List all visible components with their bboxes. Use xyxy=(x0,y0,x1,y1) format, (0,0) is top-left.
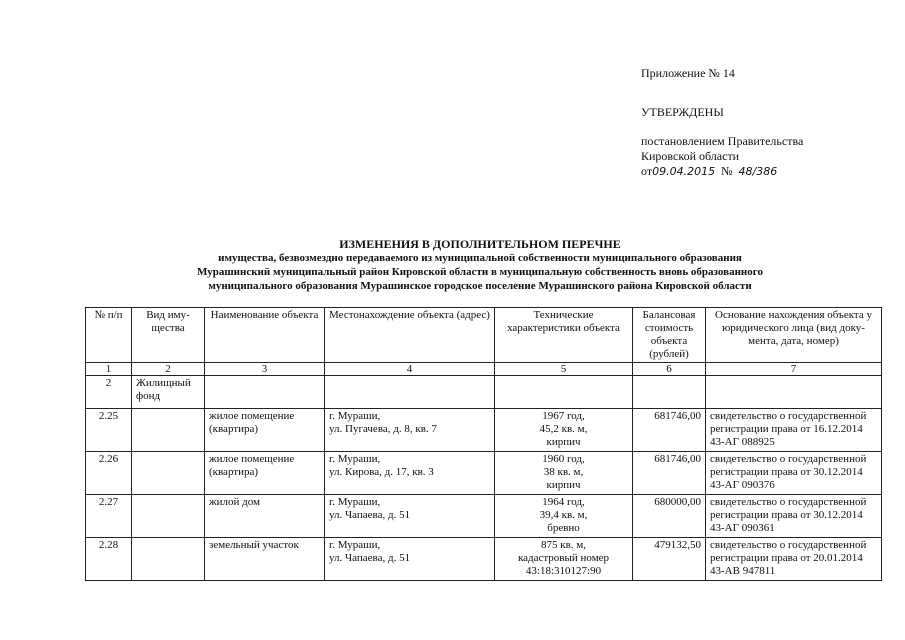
table-header-row xyxy=(86,308,882,363)
address-line-2: ул. Пугачева, д. 8, кв. 7 xyxy=(329,423,437,435)
object-tech-specs xyxy=(495,538,633,581)
address-line-2: ул. Чапаева, д. 51 xyxy=(329,552,411,564)
ownership-basis: свидетельство о государственной регистрации права от 30.12.2014 43-АГ 090376 xyxy=(706,452,882,495)
balance-value: 479132,50 xyxy=(633,538,706,581)
decree-line-1: постановлением Правительства xyxy=(641,134,804,148)
title-line-3: муниципального образования Мурашинское городское поселение Мурашинского района Кировской области xyxy=(208,280,752,292)
object-tech-specs xyxy=(495,409,633,452)
empty-cell xyxy=(132,452,205,495)
title-line-1: имущества, безвозмездно передаваемого из муниципальной собственности муниципального образования xyxy=(218,252,742,264)
object-address xyxy=(325,409,495,452)
row-number: 2.25 xyxy=(86,409,132,452)
approved-label: УТВЕРЖДЕНЫ xyxy=(641,105,724,119)
header-basis: Основание нахождения объекта у юридического лица (вид доку-мента, дата, номер) xyxy=(706,308,882,363)
column-number: 5 xyxy=(495,363,633,376)
empty-cell xyxy=(132,495,205,538)
tech-line-1: 1967 год, xyxy=(542,410,585,422)
tech-line-2: кадастровый номер xyxy=(517,552,610,564)
empty-cell xyxy=(205,376,325,409)
row-number: 2.27 xyxy=(86,495,132,538)
object-address xyxy=(325,495,495,538)
tech-line-3: 43:18:310127:90 xyxy=(525,565,602,577)
header-object-name: Наименование объекта xyxy=(205,308,325,363)
table-row xyxy=(86,452,882,495)
column-number: 3 xyxy=(205,363,325,376)
ownership-basis: свидетельство о государственной регистрации права от 16.12.2014 43-АГ 088925 xyxy=(706,409,882,452)
ownership-basis: свидетельство о государственной регистрации права от 20.01.2014 43-АВ 947811 xyxy=(706,538,882,581)
balance-value: 680000,00 xyxy=(633,495,706,538)
object-name: жилое помещение (квартира) xyxy=(205,452,325,495)
column-number-row xyxy=(86,363,882,376)
empty-cell xyxy=(132,538,205,581)
balance-value: 681746,00 xyxy=(633,452,706,495)
table-row xyxy=(86,495,882,538)
empty-cell xyxy=(132,409,205,452)
header-property-type: Вид иму-щества xyxy=(132,308,205,363)
ownership-basis: свидетельство о государственной регистрации права от 30.12.2014 43-АГ 090361 xyxy=(706,495,882,538)
handwritten-date: 09.04.2015 xyxy=(652,165,716,178)
header-location: Местонахождение объекта (адрес) xyxy=(325,308,495,363)
tech-line-3: кирпич xyxy=(546,479,581,491)
object-name: жилое помещение (квартира) xyxy=(205,409,325,452)
header-balance-value: Балансовая стоимость объекта (рублей) xyxy=(633,308,706,363)
table-row xyxy=(86,409,882,452)
column-number: 2 xyxy=(132,363,205,376)
object-name: жилой дом xyxy=(205,495,325,538)
tech-line-2: 45,2 кв. м, xyxy=(539,423,588,435)
decree-date-line xyxy=(641,164,803,179)
address-line-2: ул. Кирова, д. 17, кв. 3 xyxy=(329,466,434,478)
property-table xyxy=(85,307,882,581)
empty-cell xyxy=(706,376,882,409)
number-prefix: № xyxy=(721,164,733,178)
column-number: 7 xyxy=(706,363,882,376)
tech-line-1: 1960 год, xyxy=(542,453,585,465)
column-number: 4 xyxy=(325,363,495,376)
handwritten-number: 48/386 xyxy=(738,165,778,178)
section-row xyxy=(86,376,882,409)
tech-line-3: бревно xyxy=(547,522,580,534)
address-line-1: г. Мураши, xyxy=(329,410,381,422)
title-main: ИЗМЕНЕНИЯ В ДОПОЛНИТЕЛЬНОМ ПЕРЕЧНЕ xyxy=(339,237,621,251)
title-line-2: Мурашинский муниципальный район Кировской области в муниципальную собственность вновь образованного xyxy=(197,266,763,278)
table-row xyxy=(86,538,882,581)
section-type: Жилищный фонд xyxy=(132,376,205,409)
date-prefix: от xyxy=(641,164,653,178)
tech-line-2: 39,4 кв. м, xyxy=(539,509,588,521)
object-name: земельный участок xyxy=(205,538,325,581)
address-line-1: г. Мураши, xyxy=(329,539,381,551)
approval-block xyxy=(641,66,803,179)
header-number: № п/п xyxy=(86,308,132,363)
document-title xyxy=(100,237,860,293)
object-tech-specs xyxy=(495,495,633,538)
empty-cell xyxy=(633,376,706,409)
row-number: 2.28 xyxy=(86,538,132,581)
decree-line-2: Кировской области xyxy=(641,149,740,163)
object-address xyxy=(325,452,495,495)
address-line-1: г. Мураши, xyxy=(329,453,381,465)
object-tech-specs xyxy=(495,452,633,495)
section-number: 2 xyxy=(86,376,132,409)
tech-line-2: 38 кв. м, xyxy=(543,466,584,478)
address-line-1: г. Мураши, xyxy=(329,496,381,508)
tech-line-1: 1964 год, xyxy=(542,496,585,508)
column-number: 6 xyxy=(633,363,706,376)
empty-cell xyxy=(325,376,495,409)
appendix-number: Приложение № 14 xyxy=(641,66,735,80)
tech-line-1: 875 кв. м, xyxy=(541,539,586,551)
address-line-2: ул. Чапаева, д. 51 xyxy=(329,509,411,521)
row-number: 2.26 xyxy=(86,452,132,495)
column-number: 1 xyxy=(86,363,132,376)
tech-line-3: кирпич xyxy=(546,436,581,448)
object-address xyxy=(325,538,495,581)
empty-cell xyxy=(495,376,633,409)
header-tech-specs: Технические характеристики объекта xyxy=(495,308,633,363)
balance-value: 681746,00 xyxy=(633,409,706,452)
